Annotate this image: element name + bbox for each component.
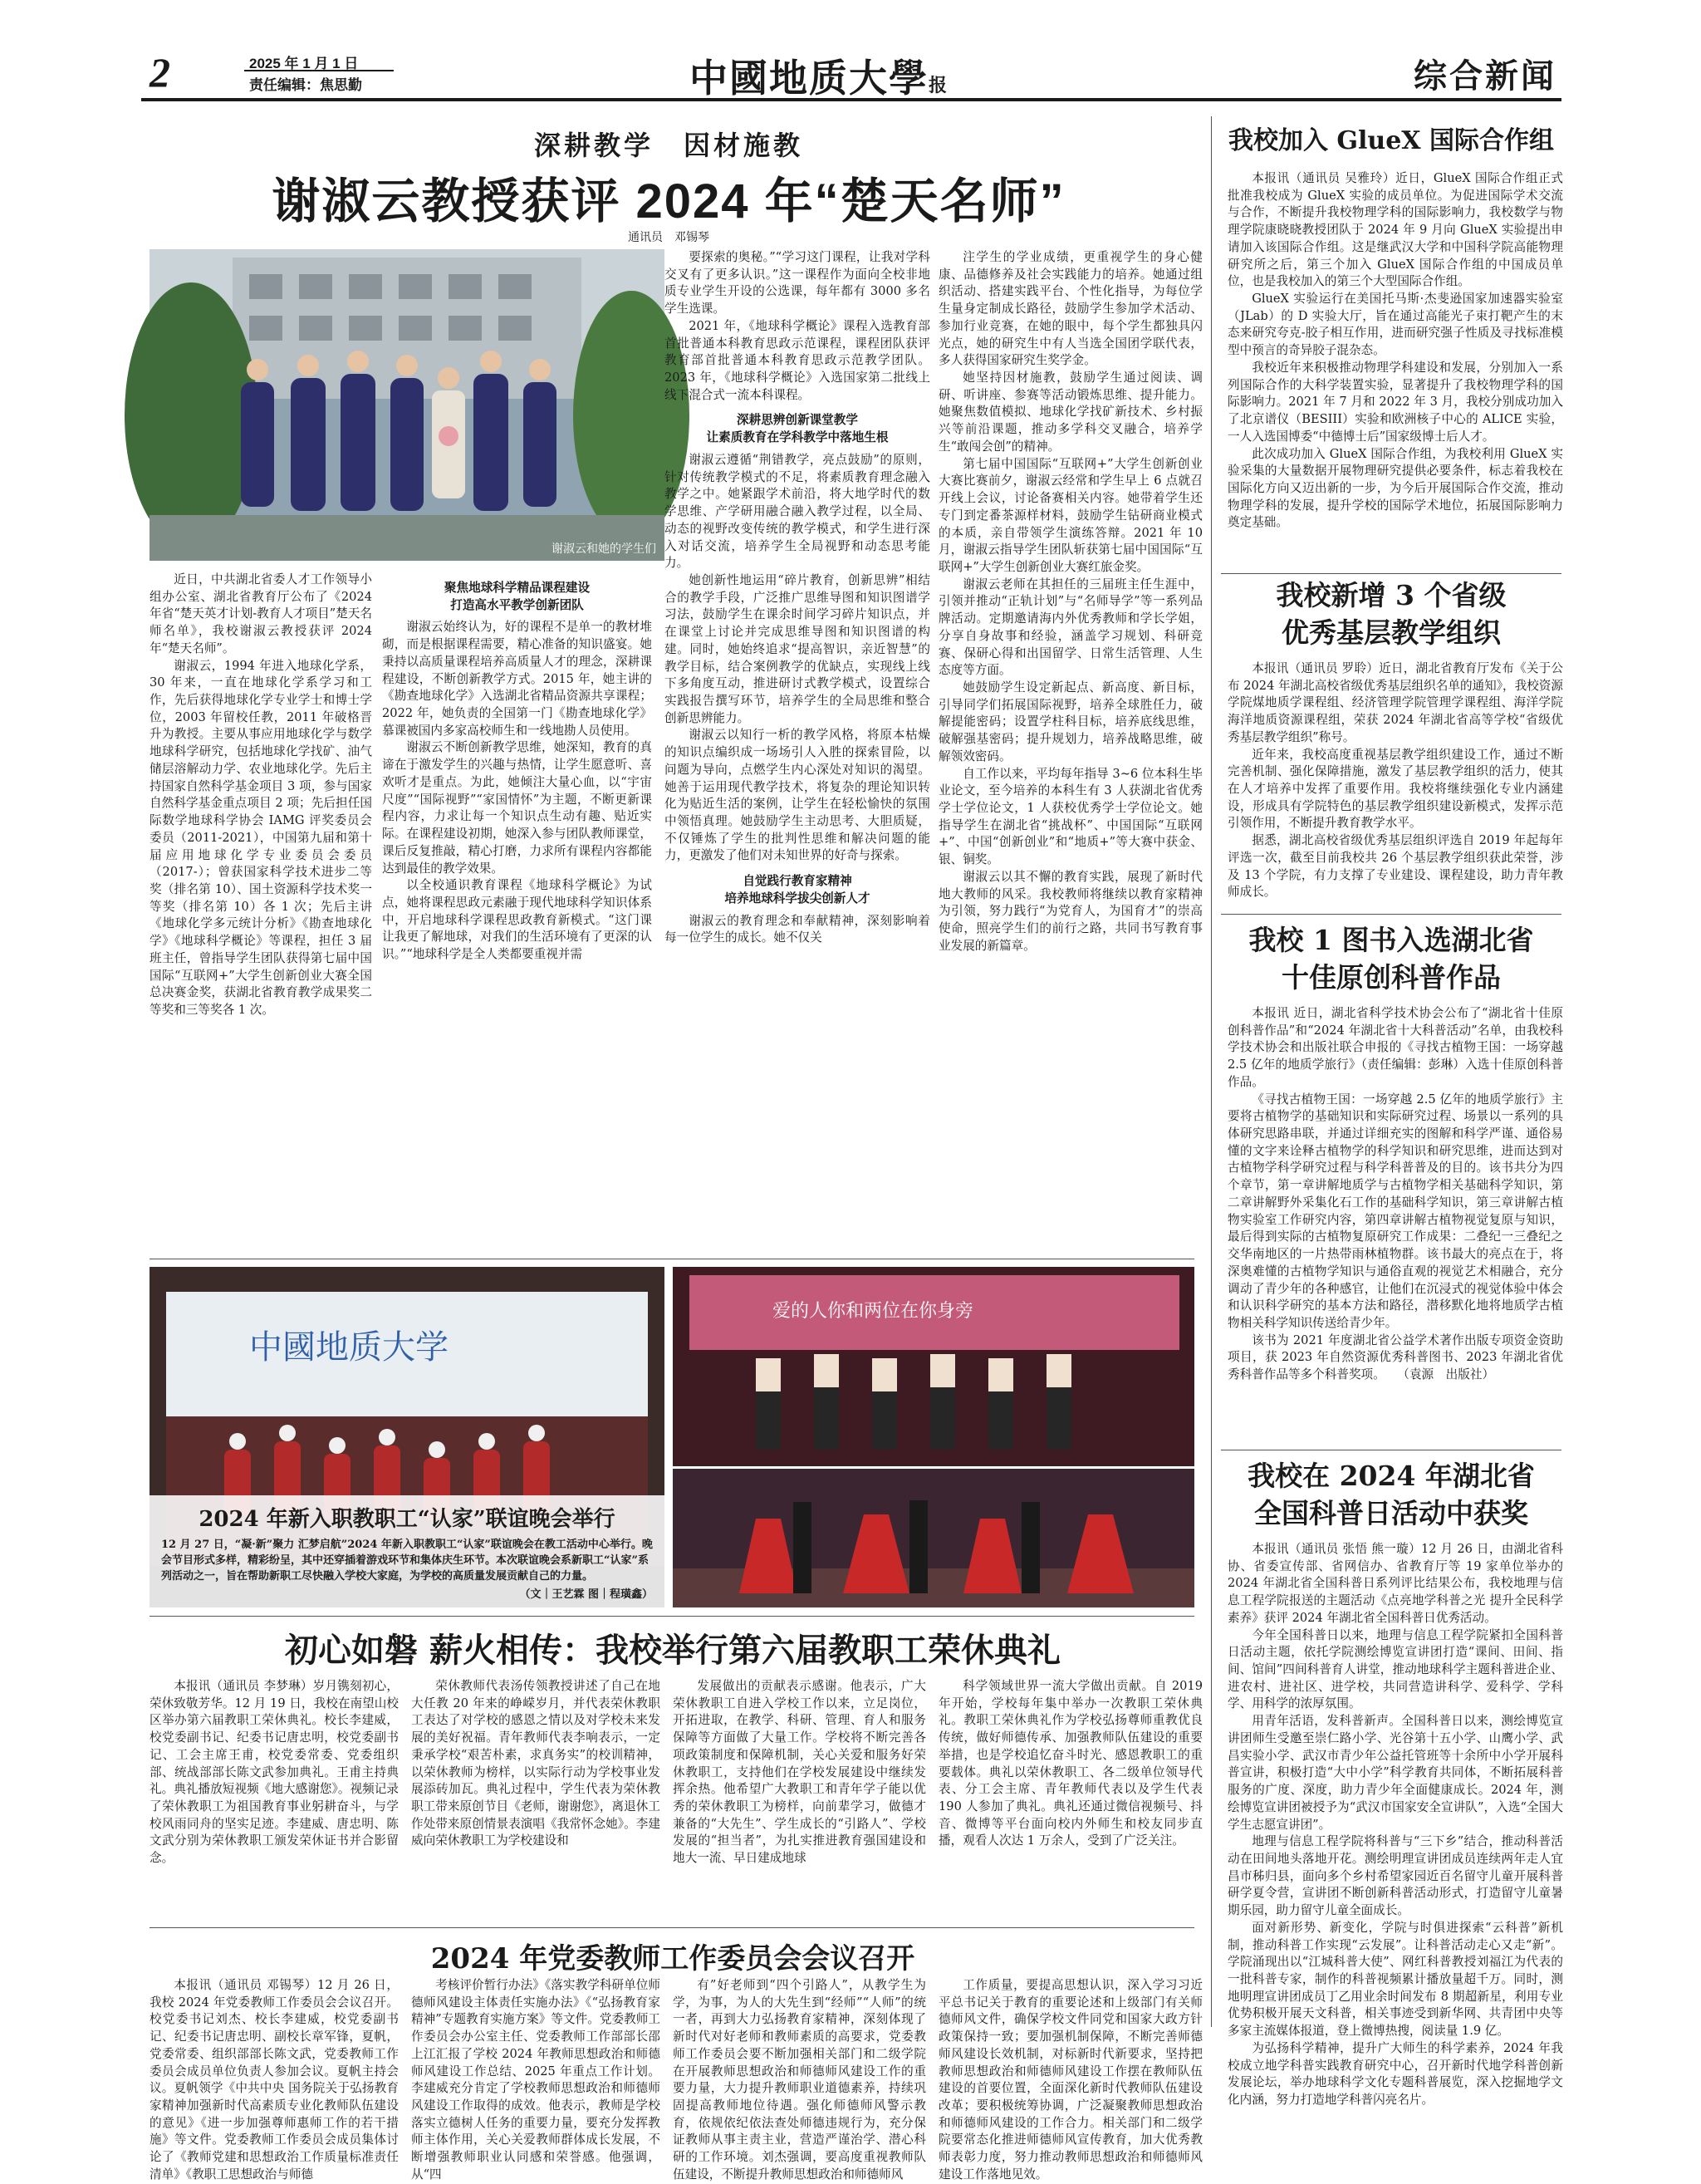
subhead: 聚焦地球科学精品课程建设 打造高水平教学创新团队: [444, 581, 591, 612]
subhead: 深耕思辨创新课堂教学 让素质教育在学科教学中落地生根: [706, 413, 889, 445]
lead-headline: 谢淑云教授获评 2024 年“楚天名师”: [272, 174, 1066, 228]
section-rule: [150, 1927, 1194, 1928]
retirement-paragraph: 本报讯（通讯员 李梦琳）岁月镌刻初心，荣休致敬芳华。12 月 19 日，我校在南望山校区举办第六届教职工荣休典礼。校长李建威，校党委副书记、纪委书记唐忠明，校党委副书记、工会主席王甫，校党委常委、党委组织部、统战部部长陈文武参加典礼。王甫主持典礼。典礼播放短视频《地大感谢您》。视频记录了荣休教职工为祖国教育事业躬耕奋斗，与学校风雨同舟的坚实足迹。李建威、唐忠明、陈文武分别为荣休教职工颁发荣休证书并合影留念。: [150, 1679, 399, 1866]
book-paragraph: 该书为 2021 年度湖北省公益学术著作出版专项资金资助项目，获 2023 年自然资源优秀科普图书、2023 年湖北省优秀科普作品等多个科普奖项。 （袁源 出版社）: [1228, 1332, 1563, 1382]
committee-paragraph: 本报讯（通讯员 邓锡琴）12 月 26 日，我校 2024 年党委教师工作委员会会议召开。校党委书记刘杰、校长李建威，校党委副书记、纪委书记唐忠明、副校长章军锋，夏帆，党委常委、组织部部长陈文武，党委教师工作委员会成员单位负责人参加会议。夏帆主持会议。夏帆领学《中共中央 国务院关于弘扬教育家精神加强新时代高素质专业化教师队伍建设的意见》《进一步加强尊师惠师工作的若干措施》等文件。党委教师工作委员会成员集体讨论了《教师党建和思想政治工作质量标准责任清单》《教职工思想政治与师德: [150, 1978, 399, 2182]
section-name: 综合新闻: [1414, 58, 1556, 95]
gala-text: 12 月 27 日，“凝·新”聚力 汇梦启航”2024 年新入职教职工“认家”联谊晚会在教工活动中心举行。晚会节目形式多样，精彩纷呈，其中还穿插着游戏环节和集体庆生环节。本次联谊晚会系新职工“认家”系列活动之一，旨在帮助新职工尽快融入学校大家庭，为学校的高质量发展贡献自己的力量。: [161, 1539, 653, 1583]
gala-photo-right-top-svg: [673, 1267, 1194, 1466]
lead-paragraph: 近日，中共湖北省委人才工作领导小组办公室、湖北省教育厅公布了《2024 年省“楚天英才计划-教育人才项目”楚天名师名单》，我校谢淑云教授获评 2024 年“楚天名师”。: [150, 572, 372, 655]
gala-caption: [150, 1495, 664, 1607]
lead-col-4: [939, 249, 1203, 1253]
page-number: 2: [150, 49, 170, 96]
lead-paragraph: 谢淑云的教育理念和奉献精神，深刻影响着每一位学生的成长。她不仅关: [664, 913, 930, 945]
book-paragraph: 《寻找古植物王国：一场穿越 2.5 亿年的地质学旅行》主要将古植物学的基础知识和实际研究过程、场景以一系列的具体研究思路串联，并通过详细充实的图解和科学严谨、通俗易懂的文字来诠释古植物学的科学知识和研究思维，进而达到对古植物学科学研究过程与科学科普普及的目的。该书共分为四个章节，第一章讲解地质学与古植物学相关基础科学知识，第二章讲解野外采集化石工作的基础科学知识，第三章讲解古植物实验室工作研究内容，第四章讲解古植物视觉复原与知识，最后得到实际的古植物复原研究工作成果：二叠纪一三叠纪之交华南地区的一片热带雨林植物群。该书最大的亮点在于，将深奥难懂的古植物学知识与通俗直观的视觉艺术相融合，充分调动了青少年的各种感官，让他们在沉浸式的视觉体验中体会和认识科学研究的基本方法和路径，潜移默化地将地质学古植物相关科学知识传送给青少年。: [1228, 1092, 1563, 1330]
issue-date: 2025 年 1 月 1 日: [249, 56, 359, 71]
screen-text: 中國地质大学: [249, 1328, 449, 1367]
graduation-photo-svg: [150, 249, 664, 561]
retirement-col-1: [150, 1678, 399, 1927]
lead-paragraph: 谢淑云以知行一析的教学风格，将原本枯燥的知识点编织成一场场引人入胜的探索冒险，以问题为导向，点燃学生内心深处对知识的渴望。她善于运用现代教学技术，将复杂的理论知识转化为贴近生活的案例，让学生在轻松愉快的氛围中领悟真理。她鼓励学生主动思考、大胆质疑，不仅锤炼了学生的批判性思维和解决问题的能力，更激发了他们对未知世界的好奇与探索。: [664, 728, 930, 863]
committee-headline: 2024 年党委教师工作委员会会议召开: [430, 1942, 915, 1975]
subhead: 自觉践行教育家精神 培养地球科学拔尖创新人才: [724, 874, 870, 906]
retirement-col-2: [411, 1678, 660, 1927]
lead-kicker: 深耕教学 因材施教: [533, 130, 803, 161]
science-day-headline: 我校在 2024 年湖北省 全国科普日活动中获奖: [1248, 1460, 1535, 1529]
teaching-org-headline: 我校新增 3 个省级 优秀基层教学组织: [1276, 579, 1507, 649]
teaching-org-paragraph: 据悉，湖北高校省级优秀基层组织评选自 2019 年起每年评选一次，截至目前我校共 26 个基层教学组织获此荣誉，涉及 13 个学院，有力支撑了专业建设、课程建设，助力青年教师成长。: [1228, 833, 1563, 900]
lead-paragraph: 第七届中国国际“互联网+”大学生创新创业大赛比赛前夕，谢淑云经常和学生早上 6 点就召开线上会议，讨论备赛相关内容。她带着学生还专门到定番茶源样材料，鼓励学生钻研商业模式的本质，亲自带领学生演练答辩。2021 年 10 月，谢淑云指导学生团队斩获第七届中国国际“互联网+”大学生创新创业大赛红旅金奖。: [939, 456, 1203, 574]
lead-paragraph: 以全校通识教育课程《地球科学概论》为试点，她将课程思政元素融于现代地球科学知识体系中，开启地球科学课程思政教育新模式。“这门课让我更了解地球，对我们的生活环境有了更深的认识。”“地球科学是全人类都要重视并需: [382, 878, 652, 962]
lead-paragraph: 谢淑云遵循“荆错教学，亮点鼓励”的原则，针对传统教学模式的不足，将素质教育理念融入教学之中。她紧跟学术前沿，将大地学时代的数学思维、产学研用融合融入教学过程，以全局、动态的视野改变传统的教学模式，和学生进行深入对话交流，培养学生全局视野和动态思考能力。: [664, 452, 930, 571]
science-day-paragraph: 面对新形势、新变化，学院与时俱进探索“云科普”新机制，推动科普工作实现“云发展”。让科普活动走心又走“新”。学院涌现出以“江城科普大使”、网红科普教授刘福江为代表的一批科普专家，制作的科普视频累计播放量超千万。同时，测地明理宣讲团成员丁乙用业余时间发布 8 期超新星，利用专业优势积极开展天文科普，相关事迹受到新华网、共青团中央等多家主流媒体报道，登上微博热搜，阅读量 1.9 亿。: [1228, 1920, 1563, 2039]
retirement-paragraph: 荣休教师代表汤传领教授讲述了自己在地大任教 20 年来的峥嵘岁月，并代表荣休教职工表达了对学校的感恩之情以及对学校未来发展的美好祝福。青年教师代表李响表示，一定秉承学校“艰苦朴素，求真务实”的校训精神，以荣休教师为榜样，以实际行动为学校事业发展添砖加瓦。典礼过程中，学生代表为荣休教职工带来原创节目《老师，谢谢您》，离退休工作处带来原创情景表演唱《我常怀念她》。李建威向荣休教职工为学校建设和: [411, 1679, 660, 1848]
lead-paragraph: 注学生的学业成绩，更重视学生的身心健康、品德修养及社会实践能力的培养。她通过组织活动、搭建实践平台、个性化指导，为每位学生量身定制成长路径，鼓励学生参加学术活动、参加行业竞赛，在她的眼中，每个学生都独具闪光点，她的研究生中有人当选全国团学联代表，多人获得国家研究生奖学金。: [939, 250, 1203, 368]
lead-paragraph: 谢淑云以其不懈的教育实践，展现了新时代地大教师的风采。我校教师将继续以教育家精神为引领，努力践行“为党育人，为国育才”的崇高使命，照亮学生们的前行之路，共同书写教育事业发展的新篇章。: [939, 869, 1203, 953]
column-divider: [1211, 116, 1212, 2027]
committee-col-3: [673, 1977, 926, 2182]
photo-watermark: 谢淑云和她的学生们: [551, 542, 656, 556]
gala-photo-right-bottom: [673, 1469, 1194, 1607]
sidebar-rule: [1221, 914, 1561, 915]
lead-col-3: [664, 249, 930, 1253]
retirement-paragraph: 发展做出的贡献表示感谢。他表示，广大荣休教职工自进入学校工作以来，立足岗位，开拓进取，在教学、科研、管理、育人和服务保障等方面做了大量工作。学校将不断完善各项政策制度和保障机制，关心关爱和服务好荣休教职工，支持他们在学校发展建设中继续发挥余热。他希望广大教职工和青年学子能以优秀的荣休教职工为榜样，向前辈学习，做德才兼备的“大先生”、学生成长的“引路人”、学校发展的“担当者”，为扎实推进教育强国建设和地大一流、早日建成地球: [673, 1679, 926, 1866]
gala-credit: （文｜王艺霖 图｜程璜鑫）: [519, 1588, 653, 1601]
science-day-paragraph: 本报讯（通讯员 张悟 熊一璇）12 月 26 日，由湖北省科协、省委宣传部、省网信办、省教育厅等 19 家单位举办的 2024 年湖北省全国科普日系列评比结果公布，我校地理与信息工程学院报送的主题活动《点亮地学科普之光 提升全民科学素养》获评 2024 年湖北省全国科普日优秀活动。: [1228, 1542, 1563, 1625]
committee-col-2: [411, 1977, 660, 2182]
lead-col-2: [382, 572, 652, 1253]
committee-paragraph: 有”好老师到“四个引路人”，从教学生为学，为事，为人的大先生到“经师”“人师”的统一者，再到大力弘扬教育家精神，深刻体现了新时代对好老师和教师素质的高要求，党委教师工作委员会要不断加强相关部门和二级学院在开展教师思想政治和师德师风建设工作的重要力量，大力提升教师职业道德素养，持续巩固提高教师地位待遇。强化师德师风警示教育，依规依纪依法查处师德违规行为，充分保证教师从事主责主业，营造严谨治学、潜心科研的工作环境。刘杰强调，要高度重视教师队伍建设，不断提升教师思想政治和师德师风: [673, 1978, 926, 2182]
lead-paragraph: 要探索的奥秘。”“学习这门课程，让我对学科交叉有了更多认识。”这一课程作为面向全校非地质专业学生开设的公选课，每年都有 3000 多名学生选课。: [664, 250, 930, 317]
lead-paragraph: 谢淑云老师在其担任的三届班主任生涯中，引领并推动“正轨计划”与“名师导学”等一系列品牌活动。定期邀请海内外优秀教师和学长学姐，分享自身故事和经验，涵盖学习规划、科研竞赛、保研心得和出国留学、日常生活管理、人生态度等方面。: [939, 577, 1203, 678]
section-rule: [150, 1616, 1194, 1617]
lead-paragraph: 谢淑云始终认为，好的课程不是单一的教材堆砌，而是根据课程需要，精心准备的知识盛宴。她秉持以高质量课程培养高质量人才的理念，深耕课程建设，不断创新教学方式。2015 年，她主讲的《勘查地球化学》入选湖北省精品资源共享课程；2022 年，她负责的全国第一门《勘查地球化学》慕课被国内多家高校师生和一线地勘人员使用。: [382, 620, 652, 738]
gala-title: 2024 年新入职教职工“认家”联谊晚会举行: [199, 1507, 615, 1532]
gluex-body: [1228, 170, 1563, 569]
lead-paragraph: 自工作以来，平均每年指导 3~6 位本科生毕业论文，至今培养的本科生有 3 人获湖北省优秀学士学位论文，1 人获校优秀学士学位论文。她指导学生在湖北省“挑战杯”、中国国际“互联网+”、中国“创新创业”和“地质+”等大赛中获金、银、铜奖。: [939, 766, 1203, 867]
teaching-org-body: [1228, 660, 1563, 910]
science-day-paragraph: 为弘扬科学精神，提升广大师生的科学素养，2024 年我校成立地学科普实践教育研究中心，召开新时代地学科普创新发展论坛，举办地球科学文化专题科普展览，深入挖掘地学文化内涵，努力打造地学科普闪亮名片。: [1228, 2040, 1563, 2107]
committee-col-1: [150, 1977, 399, 2182]
lead-byline: 通讯员 邓锡琴: [628, 231, 709, 244]
lead-paragraph: 谢淑云不断创新教学思维，她深知，教育的真谛在于激发学生的兴趣与热情，让学生愿意听、喜欢听才是重点。为此，她倾注大量心血，以“宇宙尺度”“国际视野”“家国情怀”为主题，不断更新课程内容，力求让每一个知识点生动有趣、贴近实际。在课程建设初期，她深入参与团队教师课堂，课后反复推敲，精心打磨，力求所有课程内容都能达到最佳的教学效果。: [382, 740, 652, 876]
lead-paragraph: 她坚持因材施教，鼓励学生通过阅读、调研、听讲座、参赛等活动锻炼思维、提升能力。她聚焦数值模拟、地球化学找矿新技术、乡村振兴等前沿课题，推动多学科交叉融合，培养学生“敢闯会创”的精神。: [939, 371, 1203, 454]
committee-paragraph: 工作质量，要提高思想认识，深入学习习近平总书记关于教育的重要论述和上级部门有关师德师风文件，确保学校文件同党和国家大政方针政策保持一致；要加强机制保障，不断完善师德师风建设长效机制，对标新时代新要求，坚持把教师思想政治和师德师风建设工作摆在教师队伍建设的首要位置，全面深化新时代教师队伍建设改革；要积极统筹协调，广泛凝聚教师思想政治和师德师风建设的工作合力。相关部门和二级学院要常态化推进师德师风宣传教育，加大优秀教师表彰力度，努力推动教师思想政治和师德师风建设工作落地见效。: [939, 1978, 1203, 2182]
screen-text: 爱的人你和两位在你身旁: [772, 1301, 974, 1322]
teaching-org-paragraph: 本报讯（通讯员 罗聆）近日，湖北省教育厅发布《关于公布 2024 年湖北高校省级优秀基层组织名单的通知》，我校资源学院煤地质学课程组、经济管理学院管理学课程组、海洋学院海洋地质资源课程组，荣获 2024 年湖北省高等学校“省级优秀基层教学组织”称号。: [1228, 661, 1563, 744]
editor-credit: 责任编辑：焦思勤: [249, 77, 362, 93]
newspaper-name: [689, 48, 949, 103]
paper-title: 中國地质大學: [689, 56, 929, 101]
committee-paragraph: 考核评价暂行办法》《落实教学科研单位师德师风建设主体责任实施办法》《“弘扬教育家精神”专题教育实施方案》等文件。党委教师工作委员会办公室主任、党委教师工作部部长邵上江汇报了学校 2024 年教师思想政治和师德师风建设工作总结、2025 年重点工作计划。李建威充分肯定了学校教师思想政治和师德师风建设工作取得的成效。他表示，教师是学校落实立德树人任务的重要力量，要充分发挥教师主体作用，关心关爱教师群体成长发展，不断增强教师职业认同感和荣誉感。他强调，从“四: [411, 1978, 660, 2182]
gluex-paragraph: 我校近年来积极推动物理学科建设和发展，分别加入一系列国际合作的大科学装置实验，显著提升了我校物理学科的国际影响力。2021 年 7 月和 2022 年 3 月，我校分别成功加入了北京谱仪（BESIII）实验和欧洲核子中心的 ALICE 实验，一人入选国博委“中德博士后”国家级博士后人才。: [1228, 360, 1563, 444]
book-paragraph: 本报讯 近日，湖北省科学技术协会公布了“湖北省十佳原创科普作品”和“2024 年湖北省十大科普活动”名单，由我校科学技术协会和出版社联合申报的《寻找古植物王国：一场穿越 2.5 亿年的地质学旅行》（责任编辑：彭琳）入选十佳原创科普作品。: [1228, 1006, 1563, 1089]
date-divider: [244, 70, 394, 71]
retirement-col-4: [939, 1678, 1203, 1927]
retirement-headline: 初心如磐 薪火相传：我校举行第六届教职工荣休典礼: [285, 1631, 1061, 1670]
gala-photo-right-top: [673, 1267, 1194, 1466]
lead-paragraph: 谢淑云，1994 年进入地球化学系，30 年来，一直在地球化学系学习和工作，先后获得地球化学专业学士和博士学位，2003 年留校任教，2011 年破格晋升为教授。主要从事应用地球化学与数学地球科学研究，包括地球化学找矿、油气储层溶解动力学、农业地球化学。先后主持国家自然科学基金项目 3 项，参与国家自然科学基金重点项目 2 项；先后担任国际数学地球科学协会 IAMG 评奖委员会委员（2011-2021），中国第九届和第十届应用地球化学专业委员会委员（2017-）；曾获国家科学技术进步二等奖（排名第 10）、国土资源科学技术奖一等奖（排名第 10）各 1 次；先后主讲《地球化学多元统计分析》《勘查地球化学》《地球科学概论》等课程，担任 3 届班主任，曾指导学生团队获得第七届中国国际“互联网+”大学生创新创业大赛全国总决赛金奖，获湖北省教育教学成果奖二等奖和三等奖各 1 次。: [150, 658, 372, 1017]
lead-paragraph: 她创新性地运用“碎片教育，创新思辨”相结合的教学手段，广泛推广思维导图和知识图谱学习法，鼓励学生在课余时间学习碎片知识点，并在课堂上讨论并完成思维导图和知识图谱的构建。同时，她始终追求“提高智识，亲近智慧”的教学目标，结合案例教学的优缺点，实现线上线下多角度互动，推进研讨式教学模式，设置综合实践报告撰写环节，培养学生的全局思维和整合创新思辨能力。: [664, 572, 930, 725]
book-headline: 我校 1 图书入选湖北省 十佳原创科普作品: [1248, 924, 1534, 994]
book-body: [1228, 1005, 1563, 1445]
gluex-headline: 我校加入 GlueX 国际合作组: [1228, 126, 1555, 155]
paper-suffix: 报: [929, 75, 949, 96]
sidebar-rule: [1221, 573, 1561, 574]
committee-col-4: [939, 1977, 1203, 2182]
science-day-paragraph: 用青年活语，发科普新声。全国科普日以来，测绘博览宣讲团师生受邀至崇仁路小学、光谷第十五小学、山鹰小学、武昌实验小学、武汉市青少年公益托管班等十余所中小学开展科普宣讲，积极打造“大中小学”科学教育共同体，不断拓展科普服务的广度、深度，助力青少年全面健康成长。2024 年，测绘博览宣讲团被授予为“武汉市国家安全宣讲队”，入选“全国大学生志愿宣讲团”。: [1228, 1714, 1563, 1832]
masthead: [141, 47, 1561, 101]
lead-paragraph: 2021 年，《地球科学概论》课程入选教育部首批普通本科教育思政示范课程，课程团队获评教育部首批普通本科教育思政示范教学团队。2023 年，《地球科学概论》入选国家第二批线上线下混合式一流本科课程。: [664, 318, 930, 402]
gluex-paragraph: 此次成功加入 GlueX 国际合作组，为我校利用 GlueX 实验采集的大量数据开展物理研究提供必要条件，标志着我校在国际化方向又迈出新的一步，为今后开展国际合作交流，推动物理学科的发展，提升学校的国际学术地位，拓展国际影响力奠定基础。: [1228, 446, 1563, 530]
science-day-body: [1228, 1541, 1563, 2107]
retirement-col-3: [673, 1678, 926, 1927]
gluex-paragraph: GlueX 实验运行在美国托马斯·杰斐逊国家加速器实验室（JLab）的 D 实验大厅，旨在通过高能光子束打靶产生的末态来研究夸克-胶子相互作用，进而研究强子性质及寻找标准模型中预言的奇异胶子混杂态。: [1228, 292, 1563, 358]
teaching-org-paragraph: 近年来，我校高度重视基层教学组织建设工作，通过不断完善机制、强化保障措施，激发了基层教学组织的活力，使其在人才培养中发挥了重要作用。我校将继续强化专业内涵建设，形成具有学院特色的基层教学组织建设新模式，发挥示范引领作用，不断提升教育教学水平。: [1228, 747, 1563, 831]
gala-photo-right-bottom-svg: [673, 1469, 1194, 1607]
science-day-paragraph: 今年全国科普日以来，地理与信息工程学院紧扣全国科普日活动主题，依托学院测绘博览宣讲团打造“课间、田间、指间、馆间”四间科普育人讲堂，推动地球科学主题科普进企业、进农村、进社区、进学校，共同营造讲科学、爱科学、学科学、用科学的浓厚氛围。: [1228, 1627, 1563, 1711]
lead-col-1: [150, 572, 372, 1253]
graduation-photo: [150, 249, 664, 561]
retirement-paragraph: 科学领域世界一流大学做出贡献。自 2019 年开始，学校每年集中举办一次教职工荣休典礼。教职工荣休典礼作为学校弘扬尊师重教优良传统，做好师德传承、加强教师队伍建设的重要举措，也是学校追忆奋斗时光、感恩教职工的重要载体。典礼以荣休教职工、各二级单位领导代表、分工会主席、青年教师代表以及学生代表 190 人参加了典礼。典礼还通过微信视频号、抖音、微博等平台面向校内外师生和校友同步直播，观看人次达 1 万余人，受到了广泛关注。: [939, 1679, 1203, 1848]
lead-paragraph: 她鼓励学生设定新起点、新高度、新目标，引导同学们拓展国际视野，培养全球胜任力，破解提能密码；设置学柱科目标，培养底线思维，破解强基密码；提升规划力，培养战略思维，破解领效密码。: [939, 680, 1203, 763]
gluex-paragraph: 本报讯（通讯员 吴雅玲）近日，GlueX 国际合作组正式批准我校成为 GlueX 实验的成员单位。为促进国际学术交流与合作，不断提升我校物理学科的国际影响力，我校数学与物理学院康晓晓教授团队于 2024 年 9 月向 GlueX 实验提出申请加入该国际合作组。这是继武汉大学和中国科学院高能物理研究所之后，第三个加入 GlueX 国际合作组的中国成员单位，也是我校加入的第三个大型国际合作组。: [1228, 171, 1563, 289]
science-day-paragraph: 地理与信息工程学院将科普与“三下乡”结合，推动科普活动在田间地头落地开花。测绘明理宣讲团成员连续两年走人宜昌市秭归县，面向多个乡村希望家园近百名留守儿童开展科普研学夏令营，宣讲团不断创新科普活动形式，打造留守儿童暑期乐园，助力留守儿童全面成长。: [1228, 1834, 1563, 1918]
